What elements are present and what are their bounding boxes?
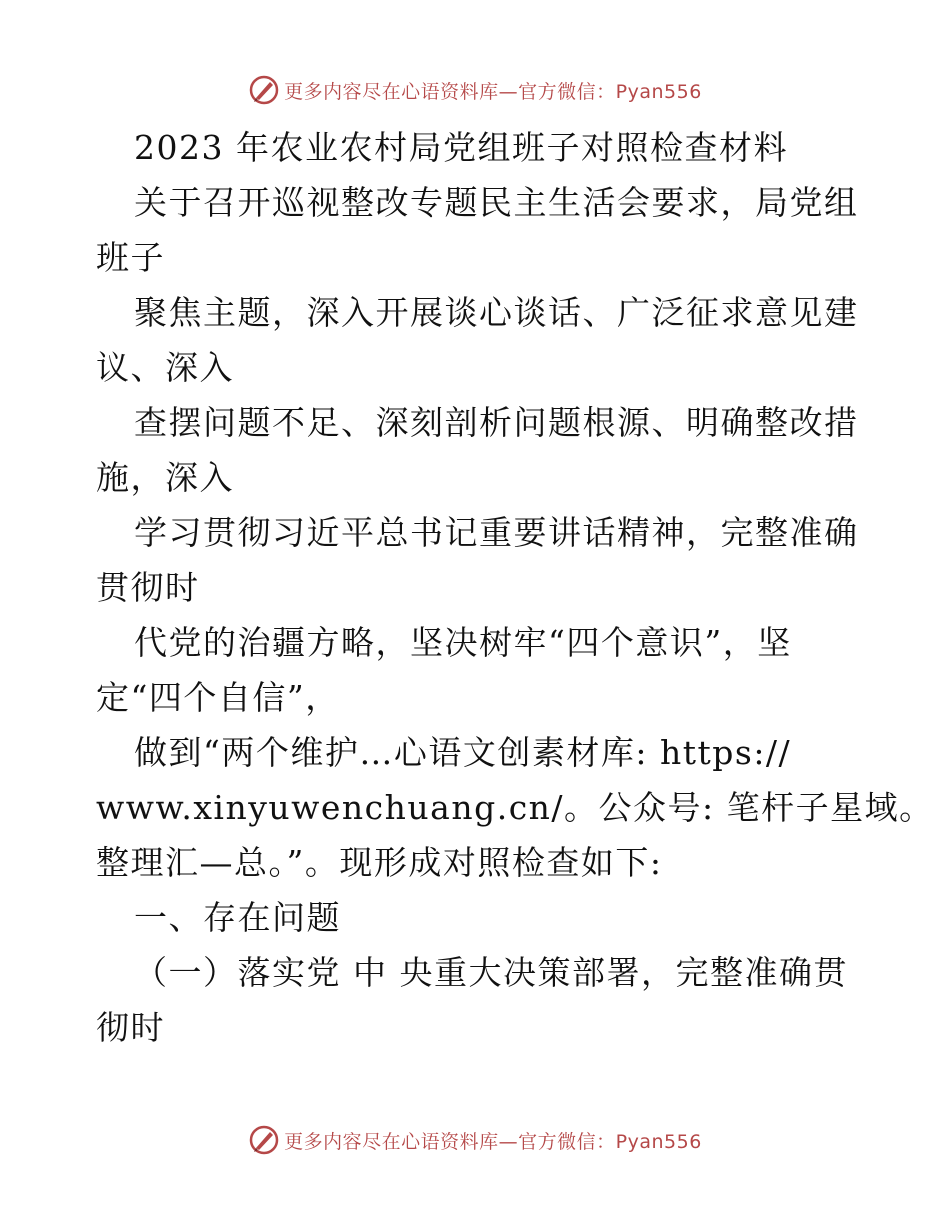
text-line: 整理汇—总。”。现形成对照检查如下: xyxy=(96,843,663,882)
text-line: 班子 xyxy=(96,238,165,277)
text-line: 做到“两个维护…心语文创素材库: https:// xyxy=(134,733,792,772)
quill-pen-logo-icon xyxy=(248,1124,280,1156)
text-line: 2023 年农业农村局党组班子对照检查材料 xyxy=(134,128,788,167)
text-line: 贯彻时 xyxy=(96,568,200,607)
text-line: （一）落实党 中 央重大决策部署，完整准确贯 xyxy=(134,953,848,992)
text-line: 查摆问题不足、深刻剖析问题根源、明确整改措 xyxy=(134,403,859,442)
quill-pen-logo-icon xyxy=(248,74,280,106)
text-line: 代党的治疆方略，坚决树牢“四个意识”，坚 xyxy=(134,623,792,662)
text-line: 议、深入 xyxy=(96,348,234,387)
document-body xyxy=(96,120,934,1055)
text-line: 学习贯彻习近平总书记重要讲话精神，完整准确 xyxy=(134,513,859,552)
text-line: 定“四个自信”， xyxy=(96,678,340,717)
footer-watermark xyxy=(0,1120,950,1160)
text-line: 施，深入 xyxy=(96,458,234,497)
text-line: 聚焦主题，深入开展谈心谈话、广泛征求意见建 xyxy=(134,293,859,332)
text-line: 彻时 xyxy=(96,1008,165,1047)
header-watermark xyxy=(0,70,950,110)
text-line: 一、存在问题 xyxy=(134,898,341,937)
watermark-text: 更多内容尽在心语资料库—官方微信：Pyan556 xyxy=(284,1130,702,1153)
text-line: 关于召开巡视整改专题民主生活会要求，局党组 xyxy=(134,183,859,222)
text-line: www.xinyuwenchuang.cn/。公众号: 笔杆子星域。 xyxy=(96,788,934,827)
watermark-text: 更多内容尽在心语资料库—官方微信：Pyan556 xyxy=(284,80,702,103)
